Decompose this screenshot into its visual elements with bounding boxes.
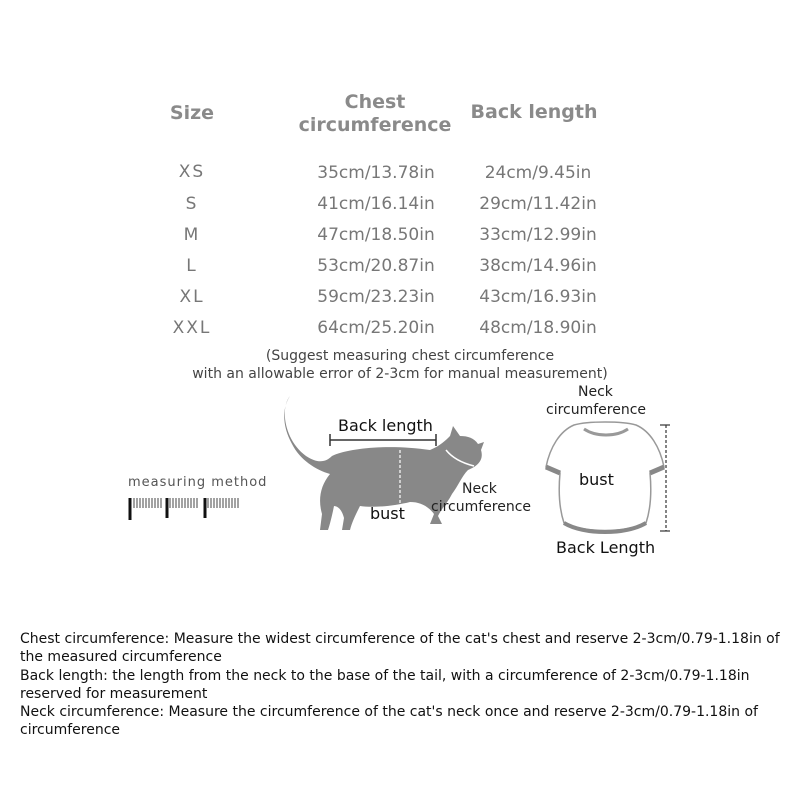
chest-xs: 35cm/13.78in (317, 163, 435, 183)
cat-bust-label: bust (370, 504, 405, 523)
chest-xxl: 64cm/25.20in (317, 318, 435, 338)
size-xl: XL (179, 287, 205, 307)
measure-note-line2: with an allowable error of 2-3cm for manual measurement) (192, 366, 608, 382)
back-xxl: 48cm/18.90in (479, 318, 597, 338)
size-xxl: XXL (172, 318, 212, 338)
chest-l: 53cm/20.87in (317, 256, 435, 276)
back-xs: 24cm/9.45in (484, 163, 592, 183)
size-m: M (183, 225, 201, 245)
header-chest: Chest circumference (298, 91, 452, 136)
size-s: S (185, 194, 199, 214)
measuring-method-label: measuring method (128, 475, 268, 490)
shirt-back-length-label: Back Length (556, 538, 656, 557)
cat-back-length-label: Back length (338, 416, 433, 435)
chest-s: 41cm/16.14in (317, 194, 435, 214)
shirt-neck-label: Neck (578, 384, 613, 400)
header-size: Size (169, 102, 215, 124)
cat-neck-circumference-label: circumference (431, 499, 532, 515)
size-l: L (186, 256, 198, 276)
chest-m: 47cm/18.50in (317, 225, 435, 245)
shirt-bust-label: bust (579, 470, 614, 489)
description-chest: Chest circumference: Measure the widest circumference of the cat's chest and reserve 2-3cm/0.79-1.18in of the measured circumference (20, 631, 780, 665)
size-xs: XS (178, 162, 206, 182)
back-xl: 43cm/16.93in (479, 287, 597, 307)
back-l: 38cm/14.96in (479, 256, 597, 276)
tape-measure-icon (126, 494, 244, 522)
chest-xl: 59cm/23.23in (317, 287, 435, 307)
back-s: 29cm/11.42in (479, 194, 597, 214)
header-back-length: Back length (470, 101, 598, 123)
description-back-length: Back length: the length from the neck to the base of the tail, with a circumference of 2-3cm/0.79-1.18in reserved for measurement (20, 668, 750, 702)
shirt-neck-circumference-label: circumference (546, 402, 647, 418)
shirt-illustration (540, 415, 690, 540)
description-neck: Neck circumference: Measure the circumference of the cat's neck once and reserve 2-3cm/0.79-1.18in of circumference (20, 704, 758, 738)
cat-neck-label: Neck (462, 481, 497, 497)
back-m: 33cm/12.99in (479, 225, 597, 245)
measure-note-line1: (Suggest measuring chest circumference (265, 348, 555, 364)
